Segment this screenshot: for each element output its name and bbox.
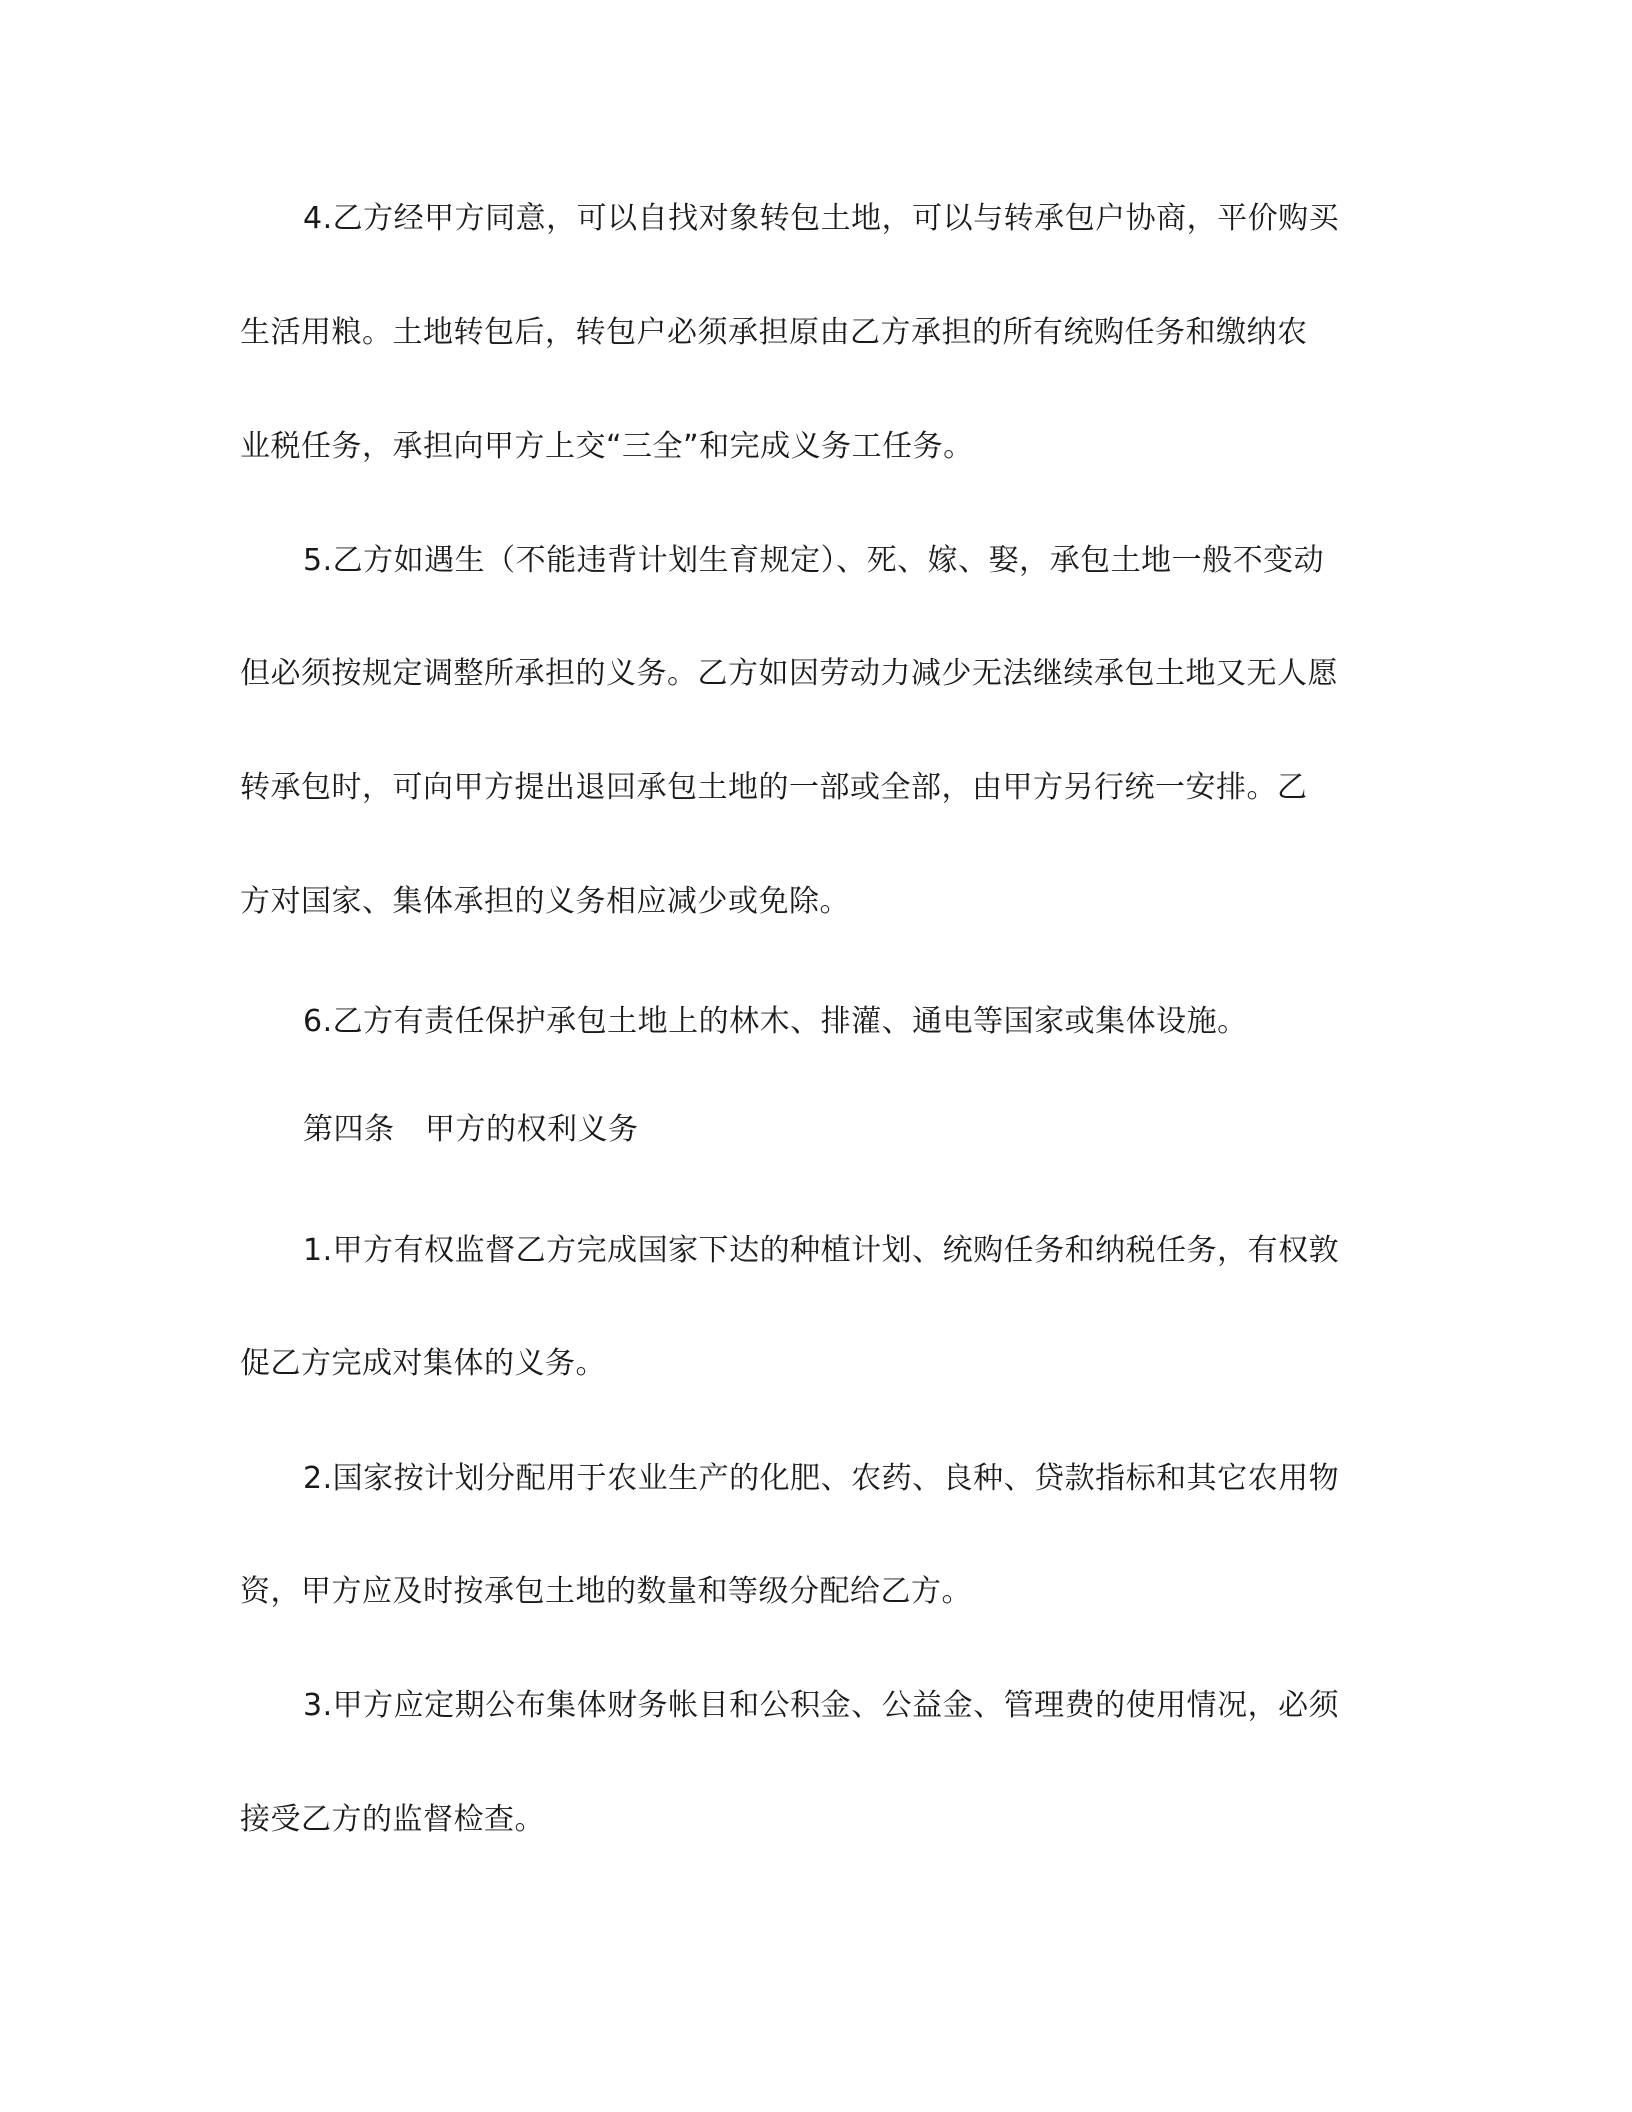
paragraph-duty-1-line-2: 促乙方完成对集体的义务。 bbox=[240, 1346, 606, 1381]
paragraph-duty-3-line-1: 3.甲方应定期公布集体财务帐目和公积金、公益金、管理费的使用情况，必须 bbox=[303, 1688, 1340, 1723]
paragraph-clause-4-line-2: 生活用粮。土地转包后，转包户必须承担原由乙方承担的所有统购任务和缴纳农 bbox=[240, 315, 1308, 350]
paragraph-duty-3-line-2: 接受乙方的监督检查。 bbox=[240, 1802, 545, 1837]
paragraph-duty-2-line-2: 资，甲方应及时按承包土地的数量和等级分配给乙方。 bbox=[240, 1574, 972, 1609]
section-heading-article-4: 第四条 甲方的权利义务 bbox=[303, 1112, 639, 1147]
paragraph-clause-5-line-2: 但必须按规定调整所承担的义务。乙方如因劳动力减少无法继续承包土地又无人愿 bbox=[240, 656, 1338, 691]
paragraph-clause-5-line-1: 5.乙方如遇生（不能违背计划生育规定）、死、嫁、娶，承包土地一般不变动 bbox=[303, 543, 1325, 578]
paragraph-clause-4-line-1: 4.乙方经甲方同意，可以自找对象转包土地，可以与转承包户协商，平价购买 bbox=[303, 201, 1340, 236]
paragraph-clause-5-line-4: 方对国家、集体承担的义务相应减少或免除。 bbox=[240, 884, 850, 919]
paragraph-clause-5-line-3: 转承包时，可向甲方提出退回承包土地的一部或全部，由甲方另行统一安排。乙 bbox=[240, 770, 1308, 805]
paragraph-clause-6: 6.乙方有责任保护承包土地上的林木、排灌、通电等国家或集体设施。 bbox=[303, 1004, 1248, 1039]
paragraph-duty-1-line-1: 1.甲方有权监督乙方完成国家下达的种植计划、统购任务和纳税任务，有权敦 bbox=[303, 1233, 1340, 1268]
paragraph-duty-2-line-1: 2.国家按计划分配用于农业生产的化肥、农药、良种、贷款指标和其它农用物 bbox=[303, 1461, 1340, 1496]
paragraph-clause-4-line-3: 业税任务，承担向甲方上交“三全”和完成义务工任务。 bbox=[240, 429, 974, 464]
